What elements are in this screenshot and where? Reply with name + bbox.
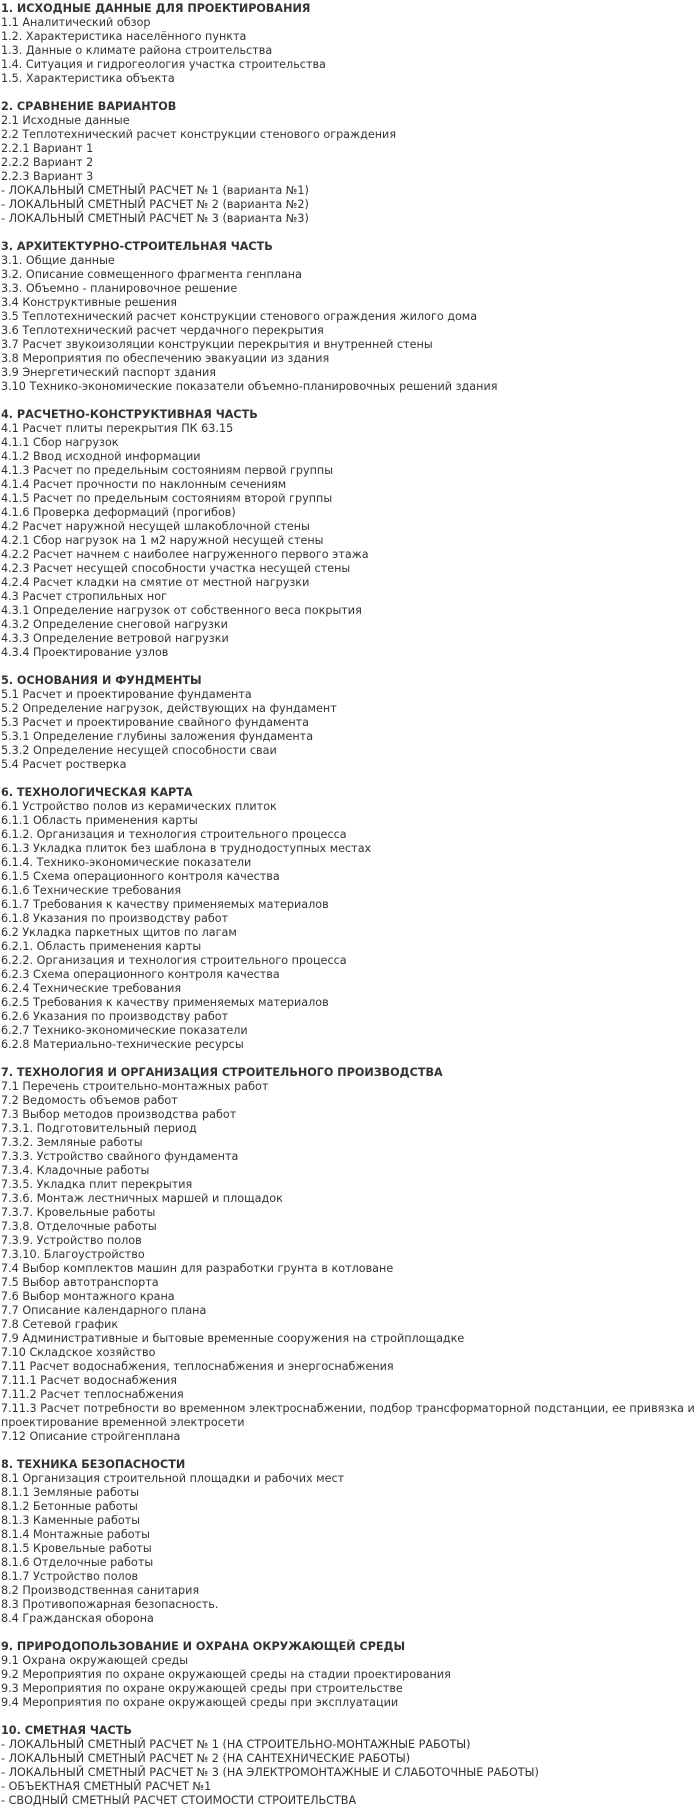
toc-item: 7.11.1 Расчет водоснабжения [1,1374,177,1387]
toc-item: 6.1.4. Технико-экономические показатели [1,856,252,869]
toc-item: 4.2 Расчет наружной несущей шлакоблочной стены [1,520,310,533]
toc-item: 4.2.1 Сбор нагрузок на 1 м2 наружной несущей стены [1,534,324,547]
toc-item: 3.2. Описание совмещенного фрагмента генплана [1,268,302,281]
toc-item: 4.3.1 Определение нагрузок от собственного веса покрытия [1,604,362,617]
toc-item: 3.1. Общие данные [1,254,115,267]
toc-item: 3.7 Расчет звукоизоляции конструкции перекрытия и внутренней стены [1,338,433,351]
toc-item: 3.5 Теплотехнический расчет конструкции стенового ограждения жилого дома [1,310,478,323]
toc-item: 3.6 Теплотехнический расчет чердачного перекрытия [1,324,324,337]
toc-item: 7.8 Сетевой график [1,1318,119,1331]
toc-item: 8.1.2 Бетонные работы [1,1500,138,1513]
toc-item: 4.1.3 Расчет по предельным состояниям первой группы [1,464,334,477]
toc-item: 2.2.3 Вариант 3 [1,170,94,183]
toc-item: - ЛОКАЛЬНЫЙ СМЕТНЫЙ РАСЧЕТ № 1 (варианта №1) [1,184,309,197]
toc-item: 2.2.1 Вариант 1 [1,142,94,155]
toc-item: 5.3 Расчет и проектирование свайного фундамента [1,716,310,729]
toc-section [1,674,700,772]
toc-item: 1.2. Характеристика населённого пункта [1,30,247,43]
section-title: 10. СМЕТНАЯ ЧАСТЬ [1,1724,132,1737]
toc-item: 7.2 Ведомость объемов работ [1,1094,178,1107]
toc-item: 6.1.1 Область применения карты [1,814,198,827]
toc-item: 5.4 Расчет ростверка [1,758,127,771]
toc-item: 6.2.8 Материально-технические ресурсы [1,1038,244,1051]
toc-item: 4.1.1 Сбор нагрузок [1,436,119,449]
toc-item: 8.1.1 Земляные работы [1,1486,140,1499]
toc-item: 1.1 Аналитический обзор [1,16,151,29]
toc-item: 6.2.7 Технико-экономические показатели [1,1024,248,1037]
toc-item: 7.3.6. Монтаж лестничных маршей и площадок [1,1192,283,1205]
section-title: 8. ТЕХНИКА БЕЗОПАСНОСТИ [1,1458,186,1471]
toc-item: 5.3.2 Определение несущей способности сваи [1,744,277,757]
toc-item: 7.3.2. Земляные работы [1,1136,143,1149]
toc-item: 7.3.8. Отделочные работы [1,1220,157,1233]
section-title: 5. ОСНОВАНИЯ И ФУНДМЕНТЫ [1,674,202,687]
toc-item: 8.1.7 Устройство полов [1,1570,139,1583]
toc-section [1,1066,700,1444]
toc-item: 1.4. Ситуация и гидрогеология участка строительства [1,58,326,71]
toc-item: 3.3. Объемно - планировочное решение [1,282,238,295]
section-title: 9. ПРИРОДОПОЛЬЗОВАНИЕ И ОХРАНА ОКРУЖАЮЩЕЙ СРЕДЫ [1,1640,406,1653]
toc-item: 7.3.4. Кладочные работы [1,1164,150,1177]
toc-item: 8.1.5 Кровельные работы [1,1542,152,1555]
toc-item: 4.2.2 Расчет начнем с наиболее нагруженного первого этажа [1,548,369,561]
toc-item: 6.2.1. Область применения карты [1,940,202,953]
toc-item: 8.2 Производственная санитария [1,1584,200,1597]
toc-item: 9.4 Мероприятия по охране окружающей среды при эксплуатации [1,1696,399,1709]
toc-item: 6.1.6 Технические требования [1,884,182,897]
toc-section [1,1640,700,1710]
toc-item: 7.11 Расчет водоснабжения, теплоснабжения и энергоснабжения [1,1360,394,1373]
section-title: 3. АРХИТЕКТУРНО-СТРОИТЕЛЬНАЯ ЧАСТЬ [1,240,273,253]
toc-item: 6.2.4 Технические требования [1,982,182,995]
toc-item: 3.8 Мероприятия по обеспечению эвакуации из здания [1,352,330,365]
toc-item: 8.1.4 Монтажные работы [1,1528,150,1541]
toc-item: 7.1 Перечень строительно-монтажных работ [1,1080,269,1093]
toc-item: 7.11.2 Расчет теплоснабжения [1,1388,184,1401]
toc-item: 4.2.3 Расчет несущей способности участка несущей стены [1,562,351,575]
toc-item: 7.11.3 Расчет потребности во временном электроснабжении, подбор трансформаторной подстанции, ее привязка и проектирование временной электросети [1,1402,695,1429]
section-title: 6. ТЕХНОЛОГИЧЕСКАЯ КАРТА [1,786,193,799]
toc-item: 8.1.3 Каменные работы [1,1514,141,1527]
toc-item: - ЛОКАЛЬНЫЙ СМЕТНЫЙ РАСЧЕТ № 2 (НА САНТЕХНИЧЕСКИЕ РАБОТЫ) [1,1752,411,1765]
toc-item: 4.1.2 Ввод исходной информации [1,450,201,463]
toc-item: 5.1 Расчет и проектирование фундамента [1,688,252,701]
toc-item: 7.7 Описание календарного плана [1,1304,207,1317]
toc-item: 6.1.5 Схема операционного контроля качества [1,870,280,883]
toc-item: 6.2 Укладка паркетных щитов по лагам [1,926,237,939]
toc-item: 4.2.4 Расчет кладки на смятие от местной нагрузки [1,576,310,589]
toc-item: 7.3.7. Кровельные работы [1,1206,156,1219]
toc-item: 4.1.5 Расчет по предельным состояниям второй группы [1,492,333,505]
toc-item: 7.3 Выбор методов производства работ [1,1108,237,1121]
toc-item: - ЛОКАЛЬНЫЙ СМЕТНЫЙ РАСЧЕТ № 2 (варианта №2) [1,198,309,211]
toc-item: 5.2 Определение нагрузок, действующих на фундамент [1,702,337,715]
toc-item: 6.2.6 Указания по производству работ [1,1010,229,1023]
toc-item: 7.4 Выбор комплектов машин для разработки грунта в котловане [1,1262,394,1275]
toc-item: - ОБЪЕКТНАЯ СМЕТНЫЙ РАСЧЕТ №1 [1,1780,212,1793]
toc-item: 7.3.1. Подготовительный период [1,1122,197,1135]
toc-item: 1.5. Характеристика объекта [1,72,175,85]
toc-item: 7.3.10. Благоустройство [1,1248,145,1261]
toc-item: - ЛОКАЛЬНЫЙ СМЕТНЫЙ РАСЧЕТ № 3 (НА ЭЛЕКТРОМОНТАЖНЫЕ И СЛАБОТОЧНЫЕ РАБОТЫ) [1,1766,539,1779]
toc-item: 4.1.6 Проверка деформаций (прогибов) [1,506,236,519]
toc-item: 6.2.5 Требования к качеству применяемых материалов [1,996,329,1009]
toc-item: 5.3.1 Определение глубины заложения фундамента [1,730,314,743]
toc-item: 7.9 Административные и бытовые временные сооружения на стройплощадке [1,1332,465,1345]
toc-item: 8.1.6 Отделочные работы [1,1556,154,1569]
toc-item: 3.9 Энергетический паспорт здания [1,366,217,379]
toc-item: 6.1.2. Организация и технология строительного процесса [1,828,347,841]
toc-section [1,1458,700,1626]
toc-item: 7.12 Описание стройгенплана [1,1430,181,1443]
toc-item: - СВОДНЫЙ СМЕТНЫЙ РАСЧЕТ СТОИМОСТИ СТРОИТЕЛЬСТВА [1,1794,357,1807]
toc-section [1,408,700,660]
toc-item: 6.1.8 Указания по производству работ [1,912,229,925]
toc-item: 4.1.4 Расчет прочности по наклонным сечениям [1,478,287,491]
toc-item: 1.3. Данные о климате района строительства [1,44,273,57]
toc-item: 9.1 Охрана окружающей среды [1,1654,189,1667]
toc-item: 4.1 Расчет плиты перекрытия ПК 63.15 [1,422,234,435]
toc-item: 7.3.9. Устройство полов [1,1234,142,1247]
toc-section [1,1724,700,1808]
toc-item: 2.2 Теплотехнический расчет конструкции стенового ограждения [1,128,397,141]
toc-item: 4.3.2 Определение снеговой нагрузки [1,618,228,631]
toc-item: 8.1 Организация строительной площадки и рабочих мест [1,1472,345,1485]
toc-item: 7.5 Выбор автотранспорта [1,1276,159,1289]
toc-item: 7.6 Выбор монтажного крана [1,1290,175,1303]
toc-item: 4.3.4 Проектирование узлов [1,646,169,659]
toc-item: 9.2 Мероприятия по охране окружающей среды на стадии проектирования [1,1668,451,1681]
toc-item: 6.1.7 Требования к качеству применяемых материалов [1,898,329,911]
toc-section [1,100,700,226]
toc-item: 4.3 Расчет стропильных ног [1,590,167,603]
toc-item: 7.3.3. Устройство свайного фундамента [1,1150,239,1163]
toc-item: 6.1 Устройство полов из керамических плиток [1,800,277,813]
section-title: 7. ТЕХНОЛОГИЯ И ОРГАНИЗАЦИЯ СТРОИТЕЛЬНОГО ПРОИЗВОДСТВА [1,1066,443,1079]
toc-item: 6.1.3 Укладка плиток без шаблона в труднодоступных местах [1,842,372,855]
section-title: 1. ИСХОДНЫЕ ДАННЫЕ ДЛЯ ПРОЕКТИРОВАНИЯ [1,2,311,15]
toc-section [1,240,700,394]
toc-item: 3.10 Технико-экономические показатели объемно-планировочных решений здания [1,380,498,393]
toc-item: 2.1 Исходные данные [1,114,130,127]
toc-item: 8.3 Противопожарная безопасность. [1,1598,219,1611]
toc-item: 3.4 Конструктивные решения [1,296,177,309]
section-title: 2. СРАВНЕНИЕ ВАРИАНТОВ [1,100,177,113]
toc-item: 8.4 Гражданская оборона [1,1612,154,1625]
toc-item: 9.3 Мероприятия по охране окружающей среды при строительстве [1,1682,403,1695]
toc-section [1,2,700,86]
toc-item: 4.3.3 Определение ветровой нагрузки [1,632,229,645]
section-title: 4. РАСЧЕТНО-КОНСТРУКТИВНАЯ ЧАСТЬ [1,408,258,421]
toc-item: 6.2.3 Схема операционного контроля качества [1,968,280,981]
toc-section [1,786,700,1052]
toc-item: 7.3.5. Укладка плит перекрытия [1,1178,193,1191]
toc-item: - ЛОКАЛЬНЫЙ СМЕТНЫЙ РАСЧЕТ № 1 (НА СТРОИТЕЛЬНО-МОНТАЖНЫЕ РАБОТЫ) [1,1738,471,1751]
toc-item: 2.2.2 Вариант 2 [1,156,94,169]
toc-item: - ЛОКАЛЬНЫЙ СМЕТНЫЙ РАСЧЕТ № 3 (варианта №3) [1,212,309,225]
toc-item: 6.2.2. Организация и технология строительного процесса [1,954,347,967]
toc-item: 7.10 Складское хозяйство [1,1346,156,1359]
